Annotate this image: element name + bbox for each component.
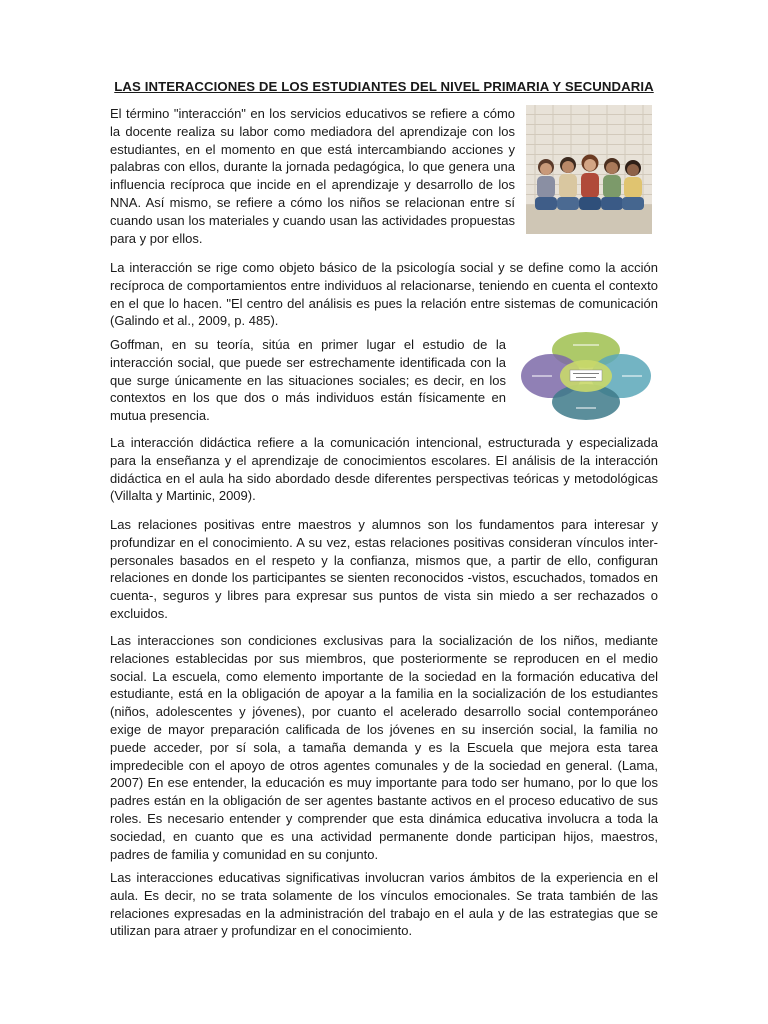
paragraph-6: Las interacciones son condiciones exclusivas para la socialización de los niños, mediante relaciones establecidas por sus miembros, que posteriormente se reproducen en el medio social. La escuela, como elemento importante de la sociedad en la formación educativa del estudiante, está en la obligación de apoyar a la familia en la socialización de los estudiantes (niños, adolescentes y jóvenes), por cuanto el acelerado desarrollo social contemporáneo exige de mayor preparación calificada de los jóvenes en su inserción social, la familia no puede acceder, por sí sola, a tamaña demanda y es la Escuela que mejora esta tarea impredecible con el apoyo de otros agentes comunales y de la sociedad en general. (Lama, 2007) En ese entender, la educación es muy importante para todo ser humano, por lo que los padres están en la obligación de ser agentes bastante activos en el proceso educativo de sus roles. Es necesario entender y comprender que esta dinámica educativa involucra a toda la sociedad, en cuanto que es una actividad permanente donde participan hijos, maestros, padres de familia y comunidad en su conjunto.	[110, 633, 658, 862]
paragraph-5: Las relaciones positivas entre maestros y alumnos son los fundamentos para interesar y profundizar en el conocimiento. A su vez, estas relaciones positivas consideran vínculos inter-personales basados en el respeto y la confianza, mismos que, a partir de ello, configuran relaciones en donde los participantes se sienten reconocidos -vistos, escuchados, tomados en cuenta-, seguros y libres para expresar sus puntos de vista sin miedo a ser rechazados o excluidos.	[110, 517, 658, 621]
interaction-venn-diagram-icon	[518, 330, 654, 422]
paragraph-1: El término "interacción" en los servicios educativos se refiere a cómo la docente realiza su labor como mediadora del aprendizaje con los estudiantes, en el momento en que está intercambiando acciones y palabras con ellos, durante la jornada pedagógica, lo que genera una influencia recíproca que incide en el aprendizaje y desarrollo de los NNA. Así mismo, se refiere a cómo los niños se relacionan entre sí cuando usan los materiales y cuando usan las actividades propuestas para y por ellos.	[110, 106, 515, 246]
document-title: LAS INTERACCIONES DE LOS ESTUDIANTES DEL NIVEL PRIMARIA Y SECUNDARIA	[114, 79, 654, 94]
children-sitting-photo-icon	[526, 105, 652, 234]
paragraph-4: La interacción didáctica refiere a la comunicación intencional, estructurada y especializada para la enseñanza y el aprendizaje de conocimientos escolares. El análisis de la interacción didáctica en el aula ha sido abordado desde diferentes perspectivas teóricas y metodológicas (Villalta y Martinic, 2009).	[110, 435, 658, 504]
paragraph-2: La interacción se rige como objeto básico de la psicología social y se define como la acción recíproca de comportamientos entre individuos al relacionarse, teniendo en cuenta el contexto en el que lo hacen. "El centro del análisis es pues la relación entre sistemas de comunicación (Galindo et al., 2009, p. 485).	[110, 260, 658, 329]
paragraph-3: Goffman, en su teoría, sitúa en primer lugar el estudio de la interacción social, que puede ser estrechamente identificada con la que surge únicamente en las situaciones sociales; es decir, en los contextos en los que dos o más individuos están físicamente en mutua presencia.	[110, 337, 506, 424]
interaction-diagram	[518, 330, 654, 422]
paragraph-7: Las interacciones educativas significativas involucran varios ámbitos de la experiencia en el aula. Es decir, no se trata solamente de los vínculos emocionales. Se trata también de las relaciones expresadas en la administración del trabajo en el aula y de las estrategias que se utilizan para atraer y profundizar en el conocimiento.	[110, 870, 658, 939]
children-photo	[526, 105, 652, 234]
